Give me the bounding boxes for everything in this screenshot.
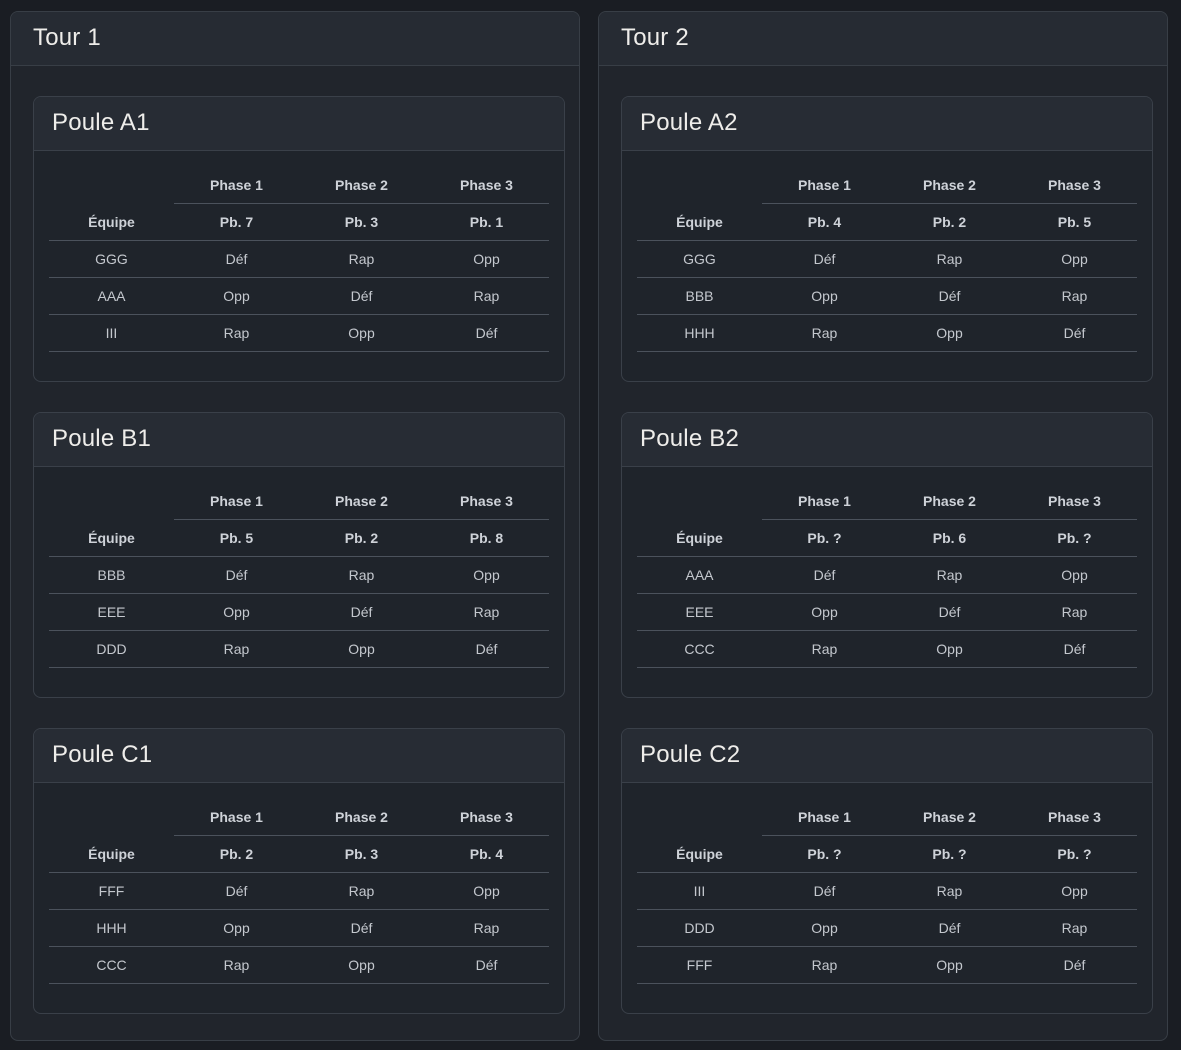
table-row (49, 315, 549, 352)
spacer-cell (49, 799, 174, 836)
poule-title: Poule C2 (622, 729, 1152, 783)
pb-header: Pb. ? (1012, 520, 1137, 557)
poule-body (34, 151, 564, 381)
assignment-cell: Opp (887, 947, 1012, 984)
table-row (49, 241, 549, 278)
assignment-cell: Déf (1012, 631, 1137, 668)
phase-header: Phase 1 (762, 483, 887, 520)
table-row (637, 873, 1137, 910)
pb-header-row (49, 520, 549, 557)
assignment-cell: Rap (424, 278, 549, 315)
assignment-cell: Déf (299, 594, 424, 631)
table-row (49, 873, 549, 910)
poule-card-c2 (621, 728, 1153, 1014)
assignment-cell: Rap (424, 910, 549, 947)
pb-header-row (637, 836, 1137, 873)
assignment-cell: Opp (887, 631, 1012, 668)
phase-header: Phase 1 (174, 483, 299, 520)
team-name: CCC (49, 947, 174, 984)
phase-header-row (637, 167, 1137, 204)
poule-title: Poule A2 (622, 97, 1152, 151)
assignment-cell: Rap (887, 241, 1012, 278)
tour-body (599, 66, 1167, 1040)
equipe-header: Équipe (49, 520, 174, 557)
poule-table (637, 799, 1137, 984)
team-name: DDD (637, 910, 762, 947)
poule-title: Poule B1 (34, 413, 564, 467)
poule-body (622, 783, 1152, 1013)
phase-header: Phase 3 (1012, 483, 1137, 520)
tour-body (11, 66, 579, 1040)
assignment-cell: Rap (299, 873, 424, 910)
assignment-cell: Déf (174, 873, 299, 910)
poule-card-a1 (33, 96, 565, 382)
assignment-cell: Rap (887, 557, 1012, 594)
assignment-cell: Déf (887, 910, 1012, 947)
phase-header: Phase 2 (299, 167, 424, 204)
spacer-cell (49, 483, 174, 520)
phase-header: Phase 1 (762, 799, 887, 836)
pb-header: Pb. 5 (1012, 204, 1137, 241)
assignment-cell: Opp (1012, 241, 1137, 278)
team-name: AAA (637, 557, 762, 594)
assignment-cell: Opp (762, 594, 887, 631)
assignment-cell: Rap (762, 631, 887, 668)
pb-header: Pb. 2 (174, 836, 299, 873)
poule-card-b1 (33, 412, 565, 698)
pb-header: Pb. 4 (762, 204, 887, 241)
assignment-cell: Opp (174, 910, 299, 947)
phase-header: Phase 2 (887, 167, 1012, 204)
pb-header-row (49, 836, 549, 873)
assignment-cell: Déf (762, 557, 887, 594)
phase-header: Phase 1 (174, 167, 299, 204)
assignment-cell: Déf (299, 278, 424, 315)
pb-header: Pb. ? (762, 836, 887, 873)
phase-header: Phase 2 (887, 799, 1012, 836)
table-row (49, 557, 549, 594)
pb-header: Pb. ? (1012, 836, 1137, 873)
assignment-cell: Opp (1012, 873, 1137, 910)
team-name: FFF (49, 873, 174, 910)
pb-header: Pb. 2 (887, 204, 1012, 241)
assignment-cell: Rap (1012, 278, 1137, 315)
phase-header: Phase 2 (299, 799, 424, 836)
assignment-cell: Déf (424, 631, 549, 668)
table-row (49, 631, 549, 668)
phase-header-row (49, 799, 549, 836)
table-row (637, 631, 1137, 668)
poule-table (49, 167, 549, 352)
phase-header: Phase 3 (424, 167, 549, 204)
assignment-cell: Rap (174, 631, 299, 668)
pb-header-row (637, 520, 1137, 557)
tours-grid (10, 11, 1168, 1041)
poule-body (34, 783, 564, 1013)
team-name: AAA (49, 278, 174, 315)
poule-body (622, 467, 1152, 697)
assignment-cell: Rap (299, 557, 424, 594)
poule-body (34, 467, 564, 697)
team-name: HHH (637, 315, 762, 352)
assignment-cell: Opp (174, 594, 299, 631)
phase-header: Phase 2 (299, 483, 424, 520)
spacer-cell (637, 483, 762, 520)
assignment-cell: Déf (424, 315, 549, 352)
poule-body (622, 151, 1152, 381)
team-name: EEE (637, 594, 762, 631)
assignment-cell: Opp (762, 910, 887, 947)
assignment-cell: Rap (424, 594, 549, 631)
poule-table (637, 483, 1137, 668)
phase-header: Phase 1 (762, 167, 887, 204)
phase-header: Phase 3 (1012, 799, 1137, 836)
assignment-cell: Opp (424, 241, 549, 278)
team-name: BBB (637, 278, 762, 315)
phase-header-row (49, 167, 549, 204)
assignment-cell: Rap (1012, 594, 1137, 631)
pb-header: Pb. 3 (299, 204, 424, 241)
poule-card-b2 (621, 412, 1153, 698)
table-row (637, 947, 1137, 984)
team-name: DDD (49, 631, 174, 668)
poule-table (637, 167, 1137, 352)
phase-header: Phase 3 (1012, 167, 1137, 204)
assignment-cell: Opp (299, 315, 424, 352)
assignment-cell: Rap (174, 947, 299, 984)
equipe-header: Équipe (637, 520, 762, 557)
poule-card-a2 (621, 96, 1153, 382)
pb-header: Pb. 8 (424, 520, 549, 557)
table-row (637, 557, 1137, 594)
poule-card-c1 (33, 728, 565, 1014)
phase-header-row (637, 799, 1137, 836)
equipe-header: Équipe (49, 836, 174, 873)
team-name: HHH (49, 910, 174, 947)
phase-header: Phase 2 (887, 483, 1012, 520)
equipe-header: Équipe (637, 836, 762, 873)
assignment-cell: Déf (174, 557, 299, 594)
assignment-cell: Opp (174, 278, 299, 315)
team-name: GGG (49, 241, 174, 278)
assignment-cell: Opp (299, 631, 424, 668)
pb-header: Pb. 2 (299, 520, 424, 557)
table-row (49, 947, 549, 984)
pb-header: Pb. ? (762, 520, 887, 557)
assignment-cell: Opp (424, 873, 549, 910)
tour-card-1 (10, 11, 580, 1041)
tour-title: Tour 1 (11, 12, 579, 66)
table-row (637, 278, 1137, 315)
assignment-cell: Rap (762, 315, 887, 352)
spacer-cell (637, 799, 762, 836)
assignment-cell: Déf (887, 278, 1012, 315)
assignment-cell: Déf (762, 873, 887, 910)
pb-header: Pb. 3 (299, 836, 424, 873)
phase-header: Phase 3 (424, 483, 549, 520)
pb-header-row (637, 204, 1137, 241)
phase-header: Phase 1 (174, 799, 299, 836)
tour-card-2 (598, 11, 1168, 1041)
poule-title: Poule C1 (34, 729, 564, 783)
team-name: III (637, 873, 762, 910)
table-row (49, 910, 549, 947)
equipe-header: Équipe (49, 204, 174, 241)
assignment-cell: Opp (1012, 557, 1137, 594)
team-name: GGG (637, 241, 762, 278)
table-row (49, 594, 549, 631)
poule-table (49, 799, 549, 984)
table-row (637, 315, 1137, 352)
team-name: III (49, 315, 174, 352)
poule-table (49, 483, 549, 668)
assignment-cell: Rap (299, 241, 424, 278)
table-row (49, 278, 549, 315)
assignment-cell: Rap (174, 315, 299, 352)
assignment-cell: Opp (299, 947, 424, 984)
tour-title: Tour 2 (599, 12, 1167, 66)
phase-header-row (49, 483, 549, 520)
poule-title: Poule A1 (34, 97, 564, 151)
assignment-cell: Opp (762, 278, 887, 315)
spacer-cell (49, 167, 174, 204)
table-row (637, 910, 1137, 947)
poule-title: Poule B2 (622, 413, 1152, 467)
assignment-cell: Déf (424, 947, 549, 984)
pb-header: Pb. 4 (424, 836, 549, 873)
table-row (637, 241, 1137, 278)
team-name: BBB (49, 557, 174, 594)
assignment-cell: Déf (1012, 947, 1137, 984)
assignment-cell: Opp (424, 557, 549, 594)
team-name: EEE (49, 594, 174, 631)
pb-header: Pb. 6 (887, 520, 1012, 557)
spacer-cell (637, 167, 762, 204)
assignment-cell: Déf (299, 910, 424, 947)
team-name: CCC (637, 631, 762, 668)
pb-header: Pb. 1 (424, 204, 549, 241)
pb-header-row (49, 204, 549, 241)
pb-header: Pb. 5 (174, 520, 299, 557)
assignment-cell: Opp (887, 315, 1012, 352)
table-row (637, 594, 1137, 631)
assignment-cell: Rap (1012, 910, 1137, 947)
pb-header: Pb. 7 (174, 204, 299, 241)
assignment-cell: Déf (887, 594, 1012, 631)
pb-header: Pb. ? (887, 836, 1012, 873)
assignment-cell: Déf (174, 241, 299, 278)
team-name: FFF (637, 947, 762, 984)
assignment-cell: Rap (762, 947, 887, 984)
phase-header-row (637, 483, 1137, 520)
equipe-header: Équipe (637, 204, 762, 241)
assignment-cell: Déf (1012, 315, 1137, 352)
phase-header: Phase 3 (424, 799, 549, 836)
assignment-cell: Déf (762, 241, 887, 278)
assignment-cell: Rap (887, 873, 1012, 910)
